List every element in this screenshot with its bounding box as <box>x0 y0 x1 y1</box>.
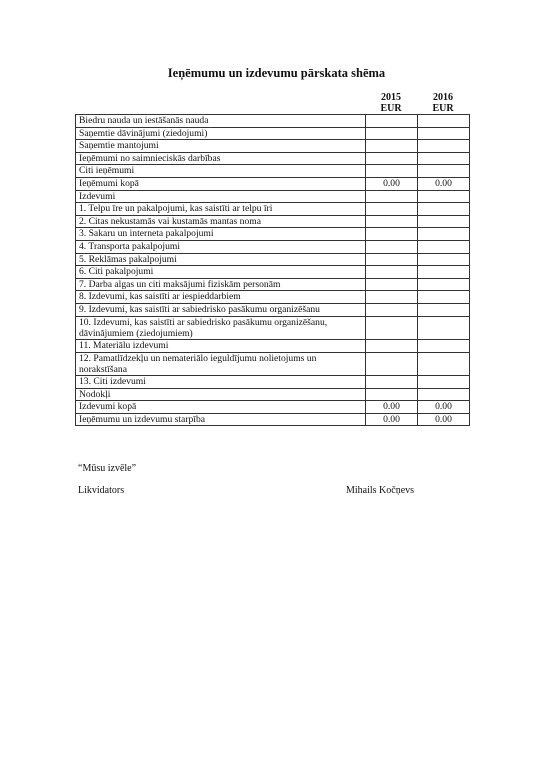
value-2016: 0.00 <box>418 401 470 414</box>
column-year: 2016 <box>433 92 453 103</box>
value-2015 <box>366 303 418 316</box>
value-2016 <box>418 215 470 228</box>
table-row <box>76 177 470 190</box>
value-2016 <box>418 266 470 279</box>
value-2016 <box>418 339 470 352</box>
row-label: 12. Pamatlīdzekļu un nemateriālo ieguldījumu nolietojums un norakstīšana <box>76 352 366 375</box>
row-label: Izdevumi kopā <box>76 401 366 414</box>
value-2016 <box>418 240 470 253</box>
report-body <box>76 115 470 426</box>
row-label: 3. Sakaru un interneta pakalpojumi <box>76 228 366 241</box>
table-row <box>76 388 470 401</box>
row-label: Izdevumi <box>76 190 366 203</box>
value-2015: 0.00 <box>366 401 418 414</box>
value-2015 <box>366 291 418 304</box>
value-2015 <box>366 190 418 203</box>
row-label: Citi ieņēmumi <box>76 165 366 178</box>
table-row <box>76 339 470 352</box>
table-row <box>76 152 470 165</box>
row-label: 8. Izdevumi, kas saistīti ar iespieddarbiem <box>76 291 366 304</box>
value-2015 <box>366 352 418 375</box>
row-label: 1. Telpu īre un pakalpojumi, kas saistīti ar telpu īri <box>76 203 366 216</box>
row-label: Saņemtie dāvinājumi (ziedojumi) <box>76 127 366 140</box>
document-title: Ieņēmumu un izdevumu pārskata shēma <box>167 66 386 80</box>
row-label: 6. Citi pakalpojumi <box>76 266 366 279</box>
value-2016 <box>418 115 470 128</box>
table-row <box>76 413 470 426</box>
value-2016 <box>418 388 470 401</box>
value-2016 <box>418 253 470 266</box>
value-2016 <box>418 203 470 216</box>
signer-name: Mihails Kočņevs <box>346 485 415 496</box>
row-label: 7. Darba algas un citi maksājumi fiziskām personām <box>76 278 366 291</box>
value-2015 <box>366 339 418 352</box>
table-row <box>76 278 470 291</box>
signer-role: Likvidators <box>78 485 125 496</box>
value-2015 <box>366 140 418 153</box>
table-row <box>76 140 470 153</box>
value-2016 <box>418 140 470 153</box>
value-2016 <box>418 278 470 291</box>
row-label: Ieņēmumu un izdevumu starpība <box>76 413 366 426</box>
column-year: 2015 <box>381 92 401 103</box>
table-row <box>76 401 470 414</box>
table-row <box>76 215 470 228</box>
row-label: 10. Izdevumi, kas saistīti ar sabiedrisko pasākumu organizēšanu, dāvinājumiem (ziedojumiem) <box>76 316 366 339</box>
report-table <box>75 114 470 426</box>
row-label: 9. Izdevumi, kas saistīti ar sabiedrisko pasākumu organizēšanu <box>76 303 366 316</box>
column-currency: EUR <box>432 103 454 114</box>
table-row <box>76 240 470 253</box>
row-label: 2. Citas nekustamās vai kustamās mantas noma <box>76 215 366 228</box>
row-label: 4. Transporta pakalpojumi <box>76 240 366 253</box>
table-row <box>76 266 470 279</box>
value-2015 <box>366 215 418 228</box>
column-header-2015 <box>365 92 417 114</box>
table-row <box>76 316 470 339</box>
value-2015 <box>366 165 418 178</box>
value-2015: 0.00 <box>366 413 418 426</box>
value-2015 <box>366 278 418 291</box>
table-row <box>76 190 470 203</box>
value-2016 <box>418 316 470 339</box>
value-2016 <box>418 375 470 388</box>
row-label: Biedru nauda un iestāšanās nauda <box>76 115 366 128</box>
value-2015 <box>366 228 418 241</box>
row-label: 5. Reklāmas pakalpojumi <box>76 253 366 266</box>
company-name: “Mūsu izvēle” <box>78 463 137 474</box>
value-2015 <box>366 240 418 253</box>
row-label: 13. Citi izdevumi <box>76 375 366 388</box>
value-2016 <box>418 291 470 304</box>
value-2015 <box>366 388 418 401</box>
row-label: Saņemtie mantojumi <box>76 140 366 153</box>
table-row <box>76 352 470 375</box>
value-2016 <box>418 303 470 316</box>
value-2015: 0.00 <box>366 177 418 190</box>
value-2015 <box>366 253 418 266</box>
row-label: 11. Materiālu izdevumi <box>76 339 366 352</box>
value-2015 <box>366 152 418 165</box>
table-row <box>76 228 470 241</box>
table-row <box>76 203 470 216</box>
row-label: Ieņēmumi no saimnieciskās darbības <box>76 152 366 165</box>
row-label: Ieņēmumi kopā <box>76 177 366 190</box>
table-row <box>76 253 470 266</box>
value-2016 <box>418 152 470 165</box>
table-row <box>76 127 470 140</box>
table-row <box>76 375 470 388</box>
value-2016 <box>418 190 470 203</box>
table-row <box>76 303 470 316</box>
value-2015 <box>366 316 418 339</box>
column-header-2016 <box>417 92 469 114</box>
value-2016 <box>418 165 470 178</box>
table-row <box>76 165 470 178</box>
value-2015 <box>366 266 418 279</box>
value-2015 <box>366 115 418 128</box>
row-label: Nodokļi <box>76 388 366 401</box>
value-2016: 0.00 <box>418 413 470 426</box>
value-2016 <box>418 228 470 241</box>
column-currency: EUR <box>380 103 402 114</box>
table-row <box>76 115 470 128</box>
value-2015 <box>366 127 418 140</box>
value-2015 <box>366 203 418 216</box>
value-2016 <box>418 127 470 140</box>
table-row <box>76 291 470 304</box>
value-2015 <box>366 375 418 388</box>
value-2016 <box>418 352 470 375</box>
value-2016: 0.00 <box>418 177 470 190</box>
